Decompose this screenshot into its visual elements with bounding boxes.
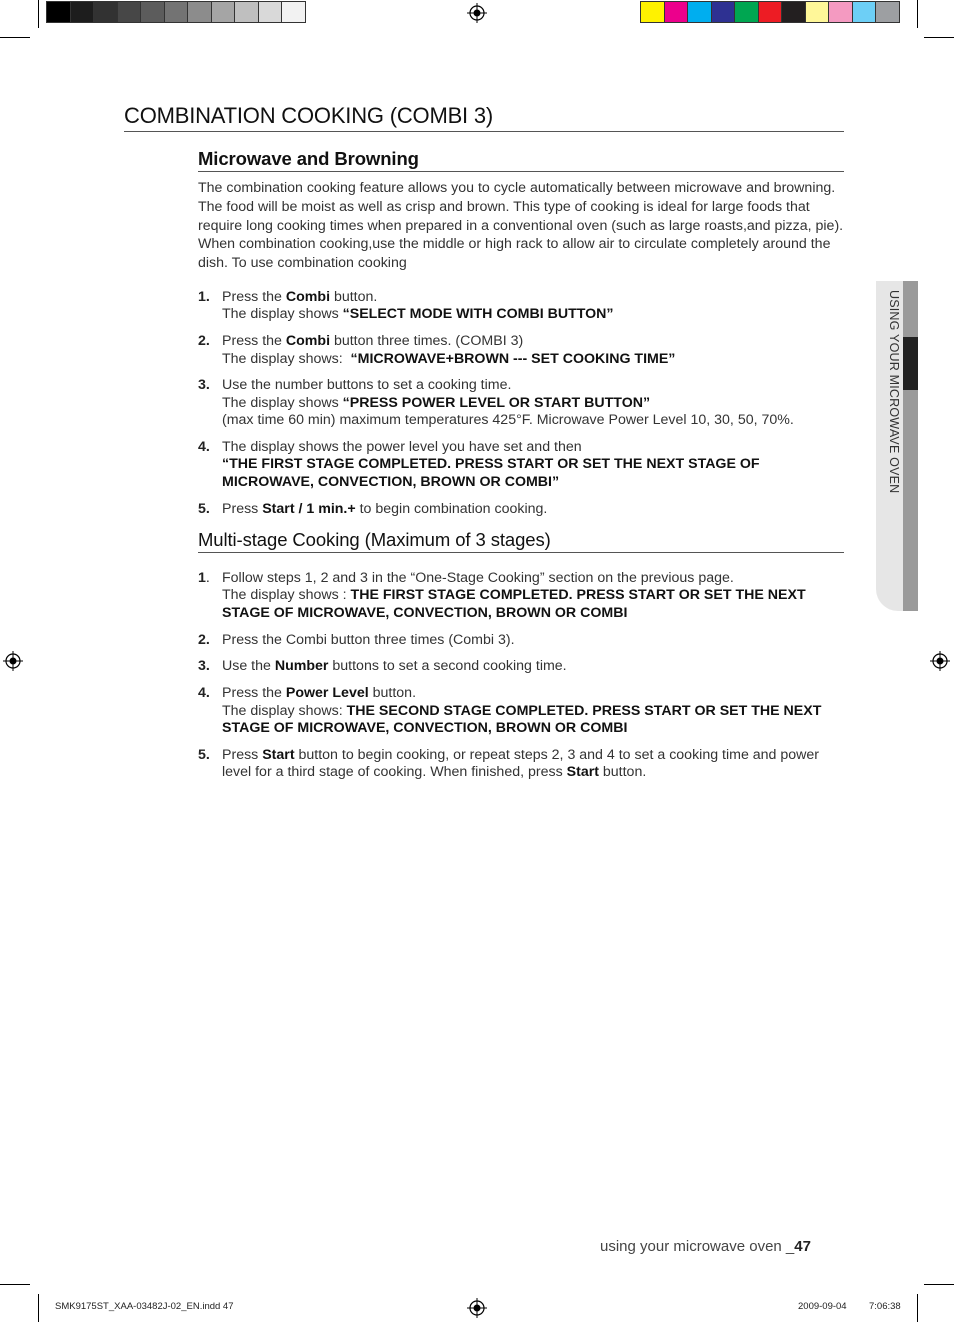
step-text: The display shows : — [222, 587, 351, 604]
crop-mark — [924, 1284, 954, 1285]
list-item — [198, 632, 844, 649]
color-swatch — [805, 1, 830, 23]
slug-date: 2009-09-04 — [798, 1301, 847, 1312]
step-text: button. — [368, 685, 417, 702]
display-message: “PRESS POWER LEVEL OR START BUTTON” — [342, 394, 651, 411]
color-swatch — [46, 1, 71, 23]
color-swatch — [117, 1, 142, 23]
crop-mark — [0, 37, 30, 38]
side-tab-label: USING YOUR MICROWAVE OVEN — [887, 290, 901, 494]
section-title-microwave-browning: Microwave and Browning — [198, 148, 844, 172]
display-message: “THE FIRST STAGE COMPLETED. PRESS START OR SET THE NEXT STAGE OF MICROWAVE, CONVECTION, BROWN OR COMBI” — [222, 456, 760, 490]
list-item — [198, 439, 844, 491]
crop-mark — [924, 37, 954, 38]
color-swatch — [234, 1, 259, 23]
step-text: Press the — [222, 685, 286, 702]
step-number: 1. — [198, 289, 210, 305]
crop-mark — [917, 1294, 918, 1322]
step-text: Press the — [222, 289, 286, 305]
color-swatch — [852, 1, 877, 23]
registration-mark-icon — [467, 1298, 487, 1318]
intro-paragraph: The combination cooking feature allows you to cycle automatically between microwave and browning. The food will be moist as well as crisp and brown. This type of cooking is ideal for large foods that require long cooking times when prepared in a conventional oven (such as large roasts,and pizza, pie). When combination cooking,use the middle or high rack to allow air to circulate completely around the dish. To use combination cooking — [198, 180, 844, 272]
crop-mark — [917, 0, 918, 28]
step-text: Press the — [222, 333, 286, 350]
step-text: Use the number buttons to set a cooking time. — [222, 377, 512, 394]
display-message: THE FIRST STAGE COMPLETED. PRESS START OR SET THE NEXT STAGE OF MICROWAVE, CONVECTION, BROWN OR COMBI — [222, 587, 806, 621]
color-swatch — [828, 1, 853, 23]
display-message: “MICROWAVE+BROWN --- SET COOKING TIME” — [350, 350, 676, 367]
step-text: to begin combination cooking. — [355, 500, 548, 517]
step-text: button to begin cooking, or repeat steps 2, 3 and 4 to set a cooking time and power level for a third stage of cooking. When finished, press — [222, 746, 820, 781]
step-number: 3. — [198, 658, 210, 675]
step-number-digit: 1 — [198, 570, 206, 586]
registration-mark-icon — [3, 651, 23, 671]
list-item — [198, 658, 844, 675]
step-number: 2. — [198, 333, 210, 350]
step-text: button. — [330, 289, 378, 305]
color-swatch — [734, 1, 759, 23]
step-number — [198, 570, 210, 587]
color-swatch — [781, 1, 806, 23]
display-message: THE SECOND STAGE COMPLETED. PRESS START OR SET THE NEXT STAGE OF MICROWAVE, CONVECTION, BROWN OR COMBI — [222, 702, 822, 737]
list-item — [198, 747, 844, 782]
step-text-bold: Start / 1 min.+ — [262, 500, 356, 517]
step-text-bold: Number — [274, 658, 329, 675]
color-swatch — [281, 1, 306, 23]
page-title: COMBINATION COOKING (COMBI 3) — [124, 103, 844, 132]
color-swatch — [875, 1, 900, 23]
list-item — [198, 333, 844, 368]
color-swatch — [758, 1, 783, 23]
color-swatch — [640, 1, 665, 23]
step-text: The display shows: — [222, 350, 351, 367]
color-swatch — [187, 1, 212, 23]
section-title-multi-stage: Multi-stage Cooking (Maximum of 3 stages) — [198, 529, 844, 553]
step-text: The display shows: — [222, 702, 347, 719]
registration-mark-icon — [467, 3, 487, 23]
step-text: The display shows — [222, 394, 343, 411]
registration-mark-icon — [930, 651, 950, 671]
slug-time: 7:06:38 — [869, 1301, 901, 1312]
page-number: 47 — [794, 1238, 811, 1255]
list-item — [198, 377, 844, 429]
step-text: button. — [598, 764, 647, 781]
step-text-bold: Power Level — [285, 685, 369, 702]
step-text-bold: Combi — [285, 333, 331, 350]
step-number: 5. — [198, 500, 210, 517]
step-number: 4. — [198, 685, 210, 702]
step-text: The display shows — [222, 306, 343, 323]
step-text-bold: Start — [262, 746, 295, 763]
page-footer — [600, 1238, 811, 1255]
list-item — [198, 685, 844, 737]
list-item — [198, 289, 844, 324]
step-text-bold: Start — [566, 764, 599, 781]
step-number-dot: . — [205, 570, 210, 586]
step-text: (max time 60 min) maximum temperatures 425°F. Microwave Power Level 10, 30, 50, 70%. — [222, 412, 794, 429]
step-text-bold: Combi — [285, 289, 331, 305]
multi-stage-steps-list — [198, 570, 844, 791]
combi-steps-list — [198, 289, 844, 527]
color-swatch — [664, 1, 689, 23]
grayscale-color-bar — [46, 1, 305, 25]
step-text: button three times. (COMBI 3) — [330, 333, 524, 350]
step-text: Press — [222, 746, 263, 763]
step-number: 5. — [198, 746, 210, 763]
step-text: Use the — [222, 658, 275, 675]
step-text: Follow steps 1, 2 and 3 in the “One-Stage Cooking” section on the previous page. — [222, 570, 734, 586]
side-tab-bar — [903, 281, 918, 611]
display-message: “SELECT MODE WITH COMBI BUTTON” — [342, 306, 614, 323]
crop-mark — [38, 0, 39, 28]
step-text: Press — [222, 500, 263, 517]
footer-label: using your microwave oven _ — [600, 1238, 795, 1255]
crop-mark — [0, 1284, 30, 1285]
color-swatch — [687, 1, 712, 23]
step-text: buttons to set a second cooking time. — [328, 658, 567, 675]
step-number: 2. — [198, 631, 210, 648]
color-swatch — [164, 1, 189, 23]
step-number: 3. — [198, 377, 210, 394]
side-tab-marker — [903, 337, 918, 390]
step-text: Press the Combi button three times (Combi 3). — [222, 631, 515, 648]
color-swatch — [93, 1, 118, 23]
color-swatch — [711, 1, 736, 23]
step-number: 4. — [198, 439, 210, 456]
color-swatch — [140, 1, 165, 23]
slug-filename: SMK9175ST_XAA-03482J-02_EN.indd 47 — [55, 1301, 234, 1312]
process-color-bar — [640, 1, 899, 25]
color-swatch — [211, 1, 236, 23]
color-swatch — [70, 1, 95, 23]
color-swatch — [258, 1, 283, 23]
list-item — [198, 570, 844, 622]
crop-mark — [38, 1294, 39, 1322]
list-item — [198, 501, 844, 518]
step-text: The display shows the power level you have set and then — [222, 439, 582, 456]
